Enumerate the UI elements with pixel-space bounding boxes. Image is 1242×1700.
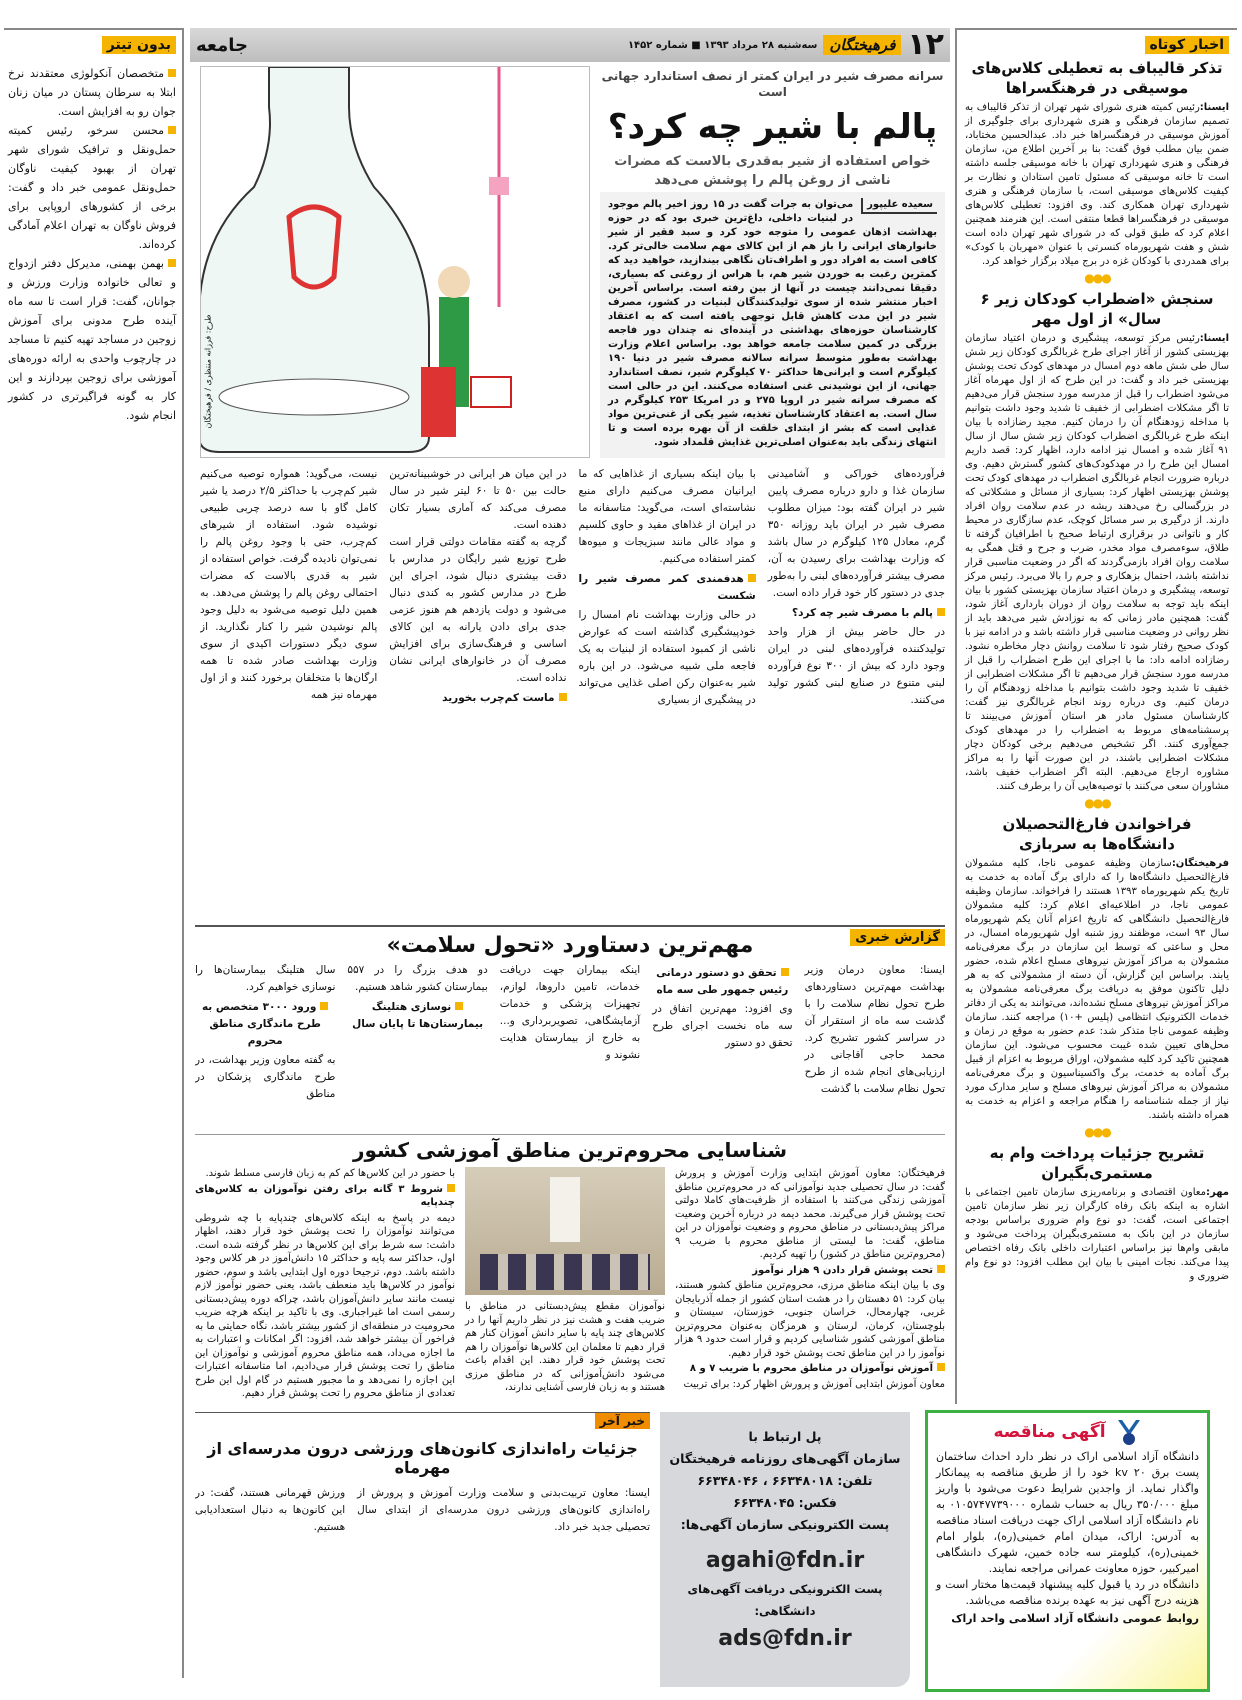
no-title-column bbox=[4, 28, 184, 1678]
subhead: هدفمندی کمر مصرف شیر را شکست bbox=[579, 571, 756, 605]
story-column: در این میان هر ایرانی در خوشبینانه‌ترین حالت بین ۵۰ تا ۶۰ لیتر شیر در سال مصرف می‌کند که آماری بسیار تکان دهنده است. گرچه به گفته مقامات دولتی قرار است طرح توزیع شیر رایگان در مدارس با دقت بیشتری دنبال شود، اجرای این طرح در مدارس کشور به کندی دنبال می‌شود و دولت یازدهم هم هنوز عزمی جدی برای دادن یارانه به این کالای اساسی و فرهنگ‌سازی برای افزایش مصرف آن در خانوارهای ایرانی نشان نداده است. ماست کم‌چرب بخورید bbox=[389, 466, 566, 920]
masthead bbox=[190, 28, 950, 62]
story-column: با بیان اینکه بسیاری از غذاهایی که ما ایرانیان مصرف می‌کنیم دارای منبع نشاسته‌ای است، می‌گوید: متاسفانه ما در ایران از غذاهای مفید و حاوی کلسیم و مواد عالی مانند سبزیجات و میوه‌ها کمتر استفاده می‌کنیم. هدفمندی کمر مصرف شیر را شکست در حالی وزارت بهداشت نام امسال را خودپیشگیری گذاشته است که عوارض ناشی از کمبود استفاده از لبنیات به یک فاجعه ملی شبیه می‌شود. در این باره شیر به‌عنوان رکن اصلی غذایی می‌تواند در پیشگیری از بسیاری bbox=[578, 468, 756, 706]
milk-bottle-cartoon bbox=[200, 67, 589, 458]
main-headline: پالم با شیر چه کرد؟ bbox=[607, 107, 938, 147]
main-lead-box bbox=[600, 192, 945, 458]
edu-column: فرهیختگان: معاون آموزش ابتدایی وزارت آموزش و پرورش گفت: در سال تحصیلی جدید نوآموزانی که در محروم‌ترین مناطق آموزشی زندگی می‌کنند با استفاده از ظرفیت‌های کاملا دولتی تحت پوشش قرار می‌گیرند. محمد دیمه در درباره آخرین وضعیت مراکز پیش‌دبستانی در مناطق محروم و وضعیت نوآموزان در این مناطق، گفت: ما لیستی از مناطق محروم با ضریب ۹ (محروم‌ترین مناطق در کشور) را تهیه کردیم. تحت پوشش قرار دادن ۹ هزار نوآموز وی با بیان اینکه مناطق مرزی، محروم‌ترین مناطق کشور هستند، بیان کرد: ۵۱ دهستان را در هشت استان کشور از جمله آذربایجان غربی، چهارمحال، خراسان جنوبی، خوزستان، سیستان و بلوچستان، کرمان، لرستان و هرمزگان به‌عنوان محروم‌ترین مناطق آموزشی کشور شناسایی کردیم و قرار است حدود ۹ هزار نوآموز را در این مناطق تحت پوشش خود قرار دهیم. آموزش نوآموزان در مناطق محروم با ضریب ۷ و ۸ معاون آموزش ابتدایی آموزش و پرورش اظهار کرد: برای تربیت bbox=[675, 1168, 945, 1390]
main-story-body bbox=[200, 466, 945, 920]
story-column: فرآورده‌های خوراکی و آشامیدنی سازمان غذا و دارو درباره مصرف پایین شیر در ایران گفته بود: میزان مطلوب مصرف شیر در ایران باید روزانه ۳۵۰ گرم، معادل ۱۲۵ کیلوگرم در سال باشد که وزارت بهداشت برای رسیدن به آن، مصرف بیشتر فرآورده‌های لبنی را به‌طور جدی در دستور کار خود قرار داده است. پالم با مصرف شیر چه کرد؟ در حال حاضر بیش از هزار واحد تولیدکننده فرآورده‌های لبنی در ایران وجود دارد که بیش از ۳۰۰ نوع فرآورده لبنی متنوع در صنایع لبنی کشور تولید می‌کنند. bbox=[767, 468, 945, 706]
last-news: خبر آخر جزئیات راه‌اندازی کانون‌های ورزشی درون مدرسه‌ای از مهرماه ایسنا: معاون تربیت‌بدنی و سلامت وزارت آموزش و پرورش از راه‌اندازی کانون‌های ورزشی درون مدرسه‌ای از ابتدای سال تحصیلی جدید خبر داد. ورزش قهرمانی هستند، گفت: در این کانون‌ها به دنبال استعدادیابی هستیم. bbox=[195, 1412, 650, 1692]
separator-icon: ●●● bbox=[1084, 1125, 1110, 1139]
education-columns bbox=[195, 1167, 945, 1401]
short-news bbox=[955, 28, 1237, 1404]
page-number: ۱۲ bbox=[907, 27, 944, 62]
phone-numbers: تلفن: ۶۶۳۴۸۰۱۸ ، ۶۶۳۴۸۰۴۶ bbox=[697, 1473, 873, 1488]
issue-date: سه‌شنبه ۲۸ مرداد ۱۳۹۳ ■ شماره ۱۴۵۲ bbox=[627, 39, 818, 51]
tender-ad: آگهی مناقصه دانشگاه آزاد اسلامی اراک در نظر دارد احداث ساختمان پست برق ۲۰ kv خود را از طریق مناقصه به پیمانکار واگذار نماید. از واجدین شرایط دعوت می‌شود با واریز مبلغ ۳۵۰/۰۰۰ ریال به حساب شماره ۰۱۰۵۷۴۷۷۳۹۰۰۰ به نام دانشگاه آزاد اسلامی اراک جهت دریافت اسناد مناقصه به آدرس: اراک، میدان امام خمینی(ره)، بلوار امام خمینی(ره)، کیلومتر سه جاده خمین، شهرک دانشگاهی امیرکبیر، حوزه معاونت عمرانی مراجعه نمایند. دانشگاه در رد یا قبول کلیه پیشنهاد قیمت‌ها مختار است و هزینه درج آگهی نیز به عهده برنده مناقصه می‌باشد. روابط عمومی دانشگاه آزاد اسلامی واحد اراک bbox=[925, 1410, 1210, 1692]
news-item: تشریح جزئیات پرداخت وام به مستمری‌بگیران مهر:معاون اقتصادی و برنامه‌ریزی سازمان تامین اجتماعی با اشاره به اینکه بانک رفاه کارگران زیر نظر سازمان تامین اجتماعی است، گفت: دو نوع وام ضروری براساس بودجه سازمان در این بانک به مستمری‌بگیران پرداخت می‌شود و مابقی وام‌ها نیز براساس اعتبارات داخلی بانک رفاه اختصاص پیدا می‌کند. نجات امینی با بیان این مطلب افزود: دو نوع وام ضروری و bbox=[965, 1144, 1229, 1282]
news-item: سنجش «اضطراب کودکان زیر ۶ سال» از اول مهر ایسنا:رئیس مرکز توسعه، پیشگیری و درمان اعتیاد سازمان بهزیستی کشور از آغاز اجرای طرح غربالگری کودکان زیر شش سال طی شش ماهه دوم امسال در مهدهای کودک تحت پوشش بهزیستی خبر داد و گفت: در این طرح که از اول مهرماه آغاز می‌شود اضطراب را قبل از مدرسه مورد سنجش قرار می‌دهیم تا اگر مشکلات اضطرابی از خفیف تا شدید وجود داشت بتوانیم با مداخله زودهنگام آن را درمان کنیم. مجید رضازاده با بیان اینکه طرح غربالگری اضطراب کودکان زیر شش سال از سال ۹۱ آغاز شده و امسال نیز ادامه دارد، اظهار کرد: قصد داریم امسال این طرح را در مهدکودک‌های کشور گسترش دهیم. وی درباره ضرورت انجام غربالگری اضطراب در مهدهای کودک تحت پوشش بهزیستی اظهار کرد: بسیاری از مسائل و مشکلاتی که در بزرگسالی رخ می‌دهند ریشه در عدم سلامت روان افراد دارند. از درگیری بر سر مسائل کوچک، عدم سازگاری در محیط کار و ناتوانی در برقراری ارتباط صحیح با اطرافیان گرفته تا طلاق، سوءمصرف مواد مخدر، ضرب و جرح و قتل همگی به سلامت روان افراد بازمی‌گردند که اگر در وضعیت مناسبی قرار نداشته باشد، احتمال بزهکاری و جرم را بالا می‌برد. رئیس مرکز توسعه، پیشگیری و درمان اعتیاد سازمان بهزیستی کشور با بیان اینکه باید توجه به سلامت روان از دوران بارداری آغاز شود، گفت: همچنین مادر زمانی که به نوزادش شیر می‌دهد باید از نظر روانی در وضعیت مناسبی قرار داشته باشد و در ادامه نیز با کودک صحیح رفتار شود تا سلامت روانش دچار مخاطره نشود. رضازاده ادامه داد: ما با اجرای این طرح اضطراب را قبل از مدرسه مورد سنجش قرار می‌دهیم تا اگر مشکلات اضطرابی از خفیف تا شدید وجود داشت بتوانیم با مداخله زودهنگام آن را درمان کنیم. وی درباره روند انجام غربالگری نیز گفت: کارشناسان مسئول مادر هر استان آموزش می‌بینند تا پرسشنامه‌های مربوط به اضطراب را در مهدهای کودک جمع‌آوری کنند. اگر تشخیص می‌دهیم برخی کودکان دچار مشکلات اضطرابی باشند، در این صورت آنها را به مراکز مشاوره ارجاع می‌دهیم. البته اگر اضطراب خفیف باشد، مشاوران سعی می‌کنند با توصیه‌هایی آن را برطرف کنند. bbox=[965, 290, 1229, 792]
ad-contact-box: پل ارتباط با سازمان آگهی‌های روزنامه فرهیختگان تلفن: ۶۶۳۴۸۰۱۸ ، ۶۶۳۴۸۰۴۶ فکس: ۶۶۳۴۸۰۴۵ پست الکترونیکی سازمان آگهی‌ها: agahi@fdn.ir پست الکترونیکی دریافت آگهی‌های دانشگاهی: ads@fdn.ir bbox=[660, 1412, 910, 1687]
subhead: پالم با مصرف شیر چه کرد؟ bbox=[768, 605, 945, 622]
report-column: اینکه بیماران جهت دریافت خدمات، تامین داروها، لوازم، تجهیزات پزشکی و خدمات آزمایشگاهی، تصویربرداری و... به خارج از بیمارستان هدایت نشوند و bbox=[499, 964, 641, 1061]
report-tag: گزارش خبری bbox=[850, 929, 945, 946]
tender-signature: روابط عمومی دانشگاه آزاد اسلامی واحد اراک bbox=[951, 1612, 1199, 1625]
no-title-tag: بدون تیتر bbox=[102, 36, 176, 54]
report-column: تحقق دو دستور درمانی رئیس جمهور طی سه ماه وی افزود: مهم‌ترین اتفاق در سه ماه نخست اجرای طرح تحقق دو دستور bbox=[652, 967, 793, 1049]
illustration-credit: طرح: فرزانه منتظری / فرهیختگان bbox=[203, 314, 213, 429]
news-item: تذکر قالیباف به تعطیلی کلاس‌های موسیقی در فرهنگسراها ایسنا:رئیس کمیته هنری شورای شهر تهران از تذکر قالیباف به تصمیم سازمان فرهنگی و هنری شهرداری برای جلوگیری از آموزش موسیقی در فرهنگسراها خبر داد. عبدالحسین مختاباد، ضمن بیان مطلب فوق گفت: بنا بر آخرین اطلاع من، سازمان فرهنگی و هنری شهرداری تهران با خانه موسیقی جلسه داشته است تا خانه موسیقی که مسئول تامین استادان و نظارت بر کیفیت کلاس‌های موسیقی است، با سازمان فرهنگی و هنری شهرداری تهران همکاری کند. وی افزود: تعطیلی کلاس‌های موسیقی در فرهنگسراها قطعا منتفی است. این هنرمند همچنین اعلام کرد که طبق قولی که در شورای شهر تهران داده است شش و هفت شهریورماه کنسرتی با عنوان «مهربان با کودک» برای همدردی با کودکان غزه در برج میلاد برگزار خواهد کرد. bbox=[965, 59, 1229, 267]
lead-text: می‌توان به جرات گفت در ۱۵ روز اخیر پالم موجود در لبنیات داخلی، داغ‌ترین خبری بود که در حوزه بهداشت اذهان عمومی را متوجه خود کرد و سبد فقیر از شیر خانوارهای ایرانی را باز هم از این کالای مهم سلامت خالی‌تر کرد. کافی است به افراد دور و اطراف‌تان نگاهی بیندازید، خواهید دید که کمترین رغبت به خوردن شیر هم، با هراس از روغنی که بسیاری، دقیقا نمی‌دانند چیست در آنها از بین رفته است. براساس آخرین اخبار منتشر شده از سوی تولیدکنندگان لبنیات در کشور، مصرف شیر در این مدت کاهش قابل توجهی یافته است که به اعتقاد کارشناسان حوزه‌های بهداشتی در آینده‌ای نه چندان دور فاجعه بزرگی در کمین سلامت جامعه خواهد بود. براساس اعلام وزارت بهداشت به‌طور متوسط سرانه سالانه مصرف شیر در دنیا ۱۹۰ کیلوگرم است و ایرانی‌ها حداکثر ۷۰ کیلوگرم شیر، نصف استاندارد جهانی، از این نوشیدنی غنی استفاده می‌کنند. این در حالی است که مصرف سرانه شیر در اروپا ۲۷۵ و در امریکا ۲۵۳ کیلوگرم در سال است. به اعتقاد کارشناسان تغذیه، شیر یکی از غنی‌ترین مواد غذایی است که بشر از ابتدای خلقت از آن بهره برده است و تا انتهای زندگی باید به‌عنوان اصلی‌ترین غذایش قلمداد شود. bbox=[608, 199, 937, 448]
report-headline: مهم‌ترین دستاورد «تحول سلامت» bbox=[386, 933, 754, 958]
deck: خواص استفاده از شیر به‌قدری بالاست که مضرات ناشی از روغن پالم را پوشش می‌دهد bbox=[614, 154, 931, 188]
last-news-headline: جزئیات راه‌اندازی کانون‌های ورزشی درون مدرسه‌ای از مهرماه bbox=[207, 1439, 638, 1477]
separator-icon: ●●● bbox=[1084, 796, 1110, 810]
edu-column: با حضور در این کلاس‌ها کم کم به زبان فارسی مسلط شوند. شروط ۳ گانه برای رفتن نوآموزان به کلاس‌های چندپایه دیمه در پاسخ به اینکه کلاس‌های چندپایه با چه شروطی می‌توانند نوآموزان را تحت پوشش خود قرار دهند، اظهار داشت: سه شرط برای این کلاس‌ها در نظر گرفته شده است. اول، حداکثر سه پایه و حداکثر ۱۵ دانش‌آموز در هر کلاس وجود داشته باشد. دوم، ترجیحا دوره اول ابتدایی باشد و سوم، حضور نوآموز در کلاس‌ها باید منعطف باشد، یعنی حضور نوآموز لازم نیست مانند سایر دانش‌آموزان باشد، چراکه دوره پیش‌دبستانی رسمی است اما غیراجباری. وی با تاکید بر اینکه هرچه ضریب محرومیت در منطقه‌ای از کشور بیشتر باشد، نگاه حمایتی ما به فراخور آن بیشتر خواهد شد، افزود: اگر امکانات و اعتبارات به ما اجازه می‌داد، همه مناطق محروم آموزشی و نوآموزان این مناطق را تحت پوشش قرار می‌دادیم، اما متاسفانه اعتبارات این اجازه را نمی‌دهد و ما مجبور هستیم در گام اول این طرح تعدادی از مناطق محروم را تحت پوشش قرار دهیم. bbox=[195, 1168, 455, 1399]
classroom-photo bbox=[465, 1167, 665, 1295]
kicker: سرانه مصرف شیر در ایران کمتر از نصف استاندارد جهانی است bbox=[601, 69, 944, 99]
report-column: ایسنا: معاون درمان وزیر بهداشت مهم‌ترین دستاوردهای طرح تحول نظام سلامت را با گذشت سه ماه از استقرار آن در سراسر کشور تشریح کرد. محمد حاجی آقاجانی در ارزیابی‌های انجام شده از طرح تحول نظام سلامت با گذشت bbox=[804, 964, 945, 1095]
photo-caption: نوآموزان مقطع پیش‌دبستانی در مناطق با ضریب هفت و هشت نیز در نظر داریم آنها را در کلاس‌های چند پایه با سایر دانش آموزان کنار هم قرار دهیم تا معلمان این کلاس‌ها نوآموزان را هم تحت پوشش خود قرار دهند. این اقدام باعث می‌شود دانش‌آموزانی که در مناطق مرزی هستند و به زبان فارسی آشنایی ندارند، bbox=[465, 1301, 665, 1393]
main-story-header bbox=[600, 68, 945, 190]
short-news-tag: اخبار کوتاه bbox=[1145, 36, 1230, 54]
section-name: جامعه bbox=[196, 34, 248, 56]
subhead: ماست کم‌چرب بخورید bbox=[389, 690, 566, 707]
email-link-agahi[interactable]: agahi@fdn.ir bbox=[705, 1548, 865, 1573]
report-columns bbox=[195, 962, 945, 1103]
edu-photo-column bbox=[465, 1167, 665, 1401]
university-logo-icon bbox=[1116, 1418, 1142, 1446]
report-section bbox=[195, 925, 945, 1130]
brief-item: بهمن بهمنی، مدیرکل دفتر ازدواج و تعالی خانواده وزارت ورزش و جوانان، گفت: قرار است تا سه ماه آینده طرح مدونی برای آموزش زوجین در مساجد تهیه کنیم تا مساجد در چارچوب واحدی به ارائه دوره‌های آموزشی برای زوجین بپردازند و این کار به گونه فراگیرتری در کشور انجام شود. bbox=[8, 254, 176, 425]
brief-item: محسن سرخو، رئیس کمیته حمل‌ونقل و ترافیک شورای شهر تهران از بهبود کیفیت ناوگان حمل‌ونقل عمومی خبر داد و گفت: برخی از کشورهای اروپایی برای فروش ناوگان به تهران اعلام آمادگی کرده‌اند. bbox=[8, 121, 176, 254]
paper-logo: فرهیختگان bbox=[823, 35, 901, 55]
story-column: نیست، می‌گوید: همواره توصیه می‌کنیم شیر کم‌چرب با حداکثر ۲/۵ درصد یا شیر کامل گاو با سه درصد چربی طبیعی نوشیده شود. استفاده از شیرهای کم‌چرب، حتی با وجود روغن پالم را نمی‌توان نادیده گرفت. خواص استفاده از شیر به قدری بالاست که مضرات احتمالی روغن پالم را پوشش می‌دهد. به همین دلیل توصیه می‌شود به دلیل وجود پالم نوشیدن شیر را کنار نگذارید. از سوی دیگر دستورات اکیدی از سوی وزارت بهداشت صادر شده تا همه ارگان‌ها با متخلفان برخورد کنند و از اول مهرماه نیز همه bbox=[200, 468, 378, 701]
education-article bbox=[195, 1134, 945, 1408]
email-link-ads[interactable]: ads@fdn.ir bbox=[718, 1626, 852, 1651]
report-column: دو هدف بزرگ را در ۵۵۷ بیمارستان کشور شاهد هستیم. نوسازی هتلینگ بیمارستان‌ها تا پایان سال bbox=[347, 962, 487, 1103]
separator-icon: ●●● bbox=[1084, 271, 1110, 285]
illustration bbox=[200, 66, 590, 458]
fax-number: فکس: ۶۶۳۴۸۰۴۵ bbox=[733, 1495, 837, 1510]
report-column: سال هتلینگ بیمارستان‌ها را نوسازی خواهیم کرد. ورود ۳۰۰۰ متخصص به طرح ماندگاری مناطق محروم به گفته معاون وزیر بهداشت، در طرح ماندگاری پزشکان در مناطق bbox=[195, 964, 336, 1100]
last-news-tag: خبر آخر bbox=[595, 1413, 650, 1429]
education-headline: شناسایی محروم‌ترین مناطق آموزشی کشور bbox=[352, 1138, 788, 1162]
brief-item: متخصصان آنکولوژی معتقدند نرخ ابتلا به سرطان پستان در میان زنان جوان رو به افزایش است. bbox=[8, 64, 176, 121]
tender-title: آگهی مناقصه bbox=[993, 1422, 1106, 1442]
news-item: فراخواندن فارغ‌التحصیلان دانشگاه‌ها به سربازی فرهیختگان:سازمان وظیفه عمومی ناجا، کلیه مشمولان فارغ‌التحصیل دانشگاه‌ها را که دارای برگ آماده به خدمت به تاریخ یکم شهریورماه ۱۳۹۳ هستند را فراخواند. سازمان وظیفه عمومی ناجا، در اطلاعیه‌ای اعلام کرد: کلیه مشمولان فارغ‌التحصیل دانشگاهی که تاریخ اعزام آنان یکم شهریورماه سال ۹۳ است، موظفند روز شنبه اول شهریورماه امسال، در محل و ساعتی که توسط این سازمان در برگ معرفی‌نامه مشمولان به مراکز آموزش نیروهای مسلح اعلام شده، حضور یابند. براساس این گزارش، آن دسته از مشمولانی که به هر دلیل تاکنون موفق به دریافت برگ معرفی‌نامه مشمولان به مراکز آموزش نیروهای مسلح نشده‌اند، می‌توانند به یکی از دفاتر خدمات الکترونیک انتظامی (پلیس +۱۰) مراجعه کنند. سازمان وظیفه عمومی ناجا متذکر شد: عدم حضور به موقع در زمان و محل‌های تعیین شده غیبت محسوب می‌شود. این سازمان همچنین تاکید کرد کلیه مشمولان، اوراق مربوط به اعزام از قبیل برگ آماده به خدمت، برگ واکسیناسیون و برگ معرفی‌نامه مشمولان به مراکز آموزش نیروهای مسلح و سایر مدارک مورد نیاز از جمله شناسنامه را هنگام مراجعه و اعزام به خدمت به همراه داشته باشند. bbox=[965, 815, 1230, 1121]
author: سعیده علیپور bbox=[861, 198, 937, 214]
